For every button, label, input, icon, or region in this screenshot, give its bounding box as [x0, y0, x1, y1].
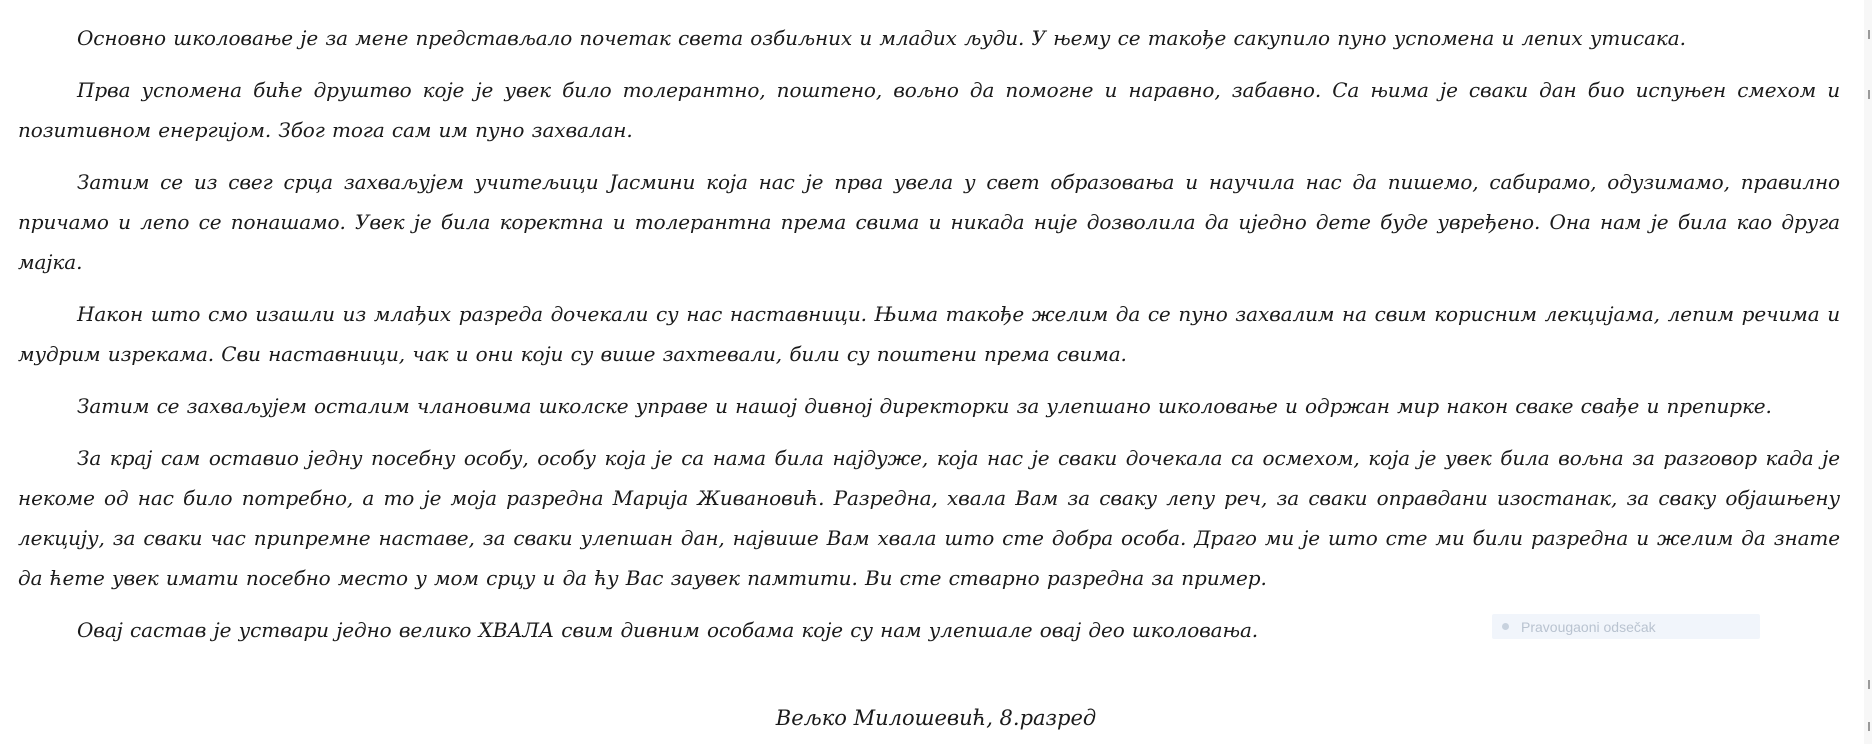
paragraph-7: Овај састав је уствари једно велико ХВАЛА свим дивним особама које су нам улепшале овај део школовања.	[77, 618, 1259, 642]
paragraph-5: Затим се захваљујем осталим члановима школске управе и нашој дивној директорки за улепшано школовање и одржан мир након сваке свађе и препирке.	[77, 394, 1772, 418]
scroll-tick-mark	[1868, 90, 1870, 99]
rectangular-snip-tooltip[interactable]	[1492, 614, 1760, 639]
scroll-tick-mark	[1868, 680, 1870, 689]
radio-dot-icon	[1502, 623, 1509, 630]
author-signature: Вељко Милошевић, 8.разред	[775, 706, 1097, 730]
paragraph-4: Након што смо изашли из млађих разреда дочекали су нас наставници. Њима такође желим да се пуно захвалим на свим корисним лекцијама, лепим речима и мудрим изрекама. Сви наставници, чак и они који су више захтевали, били су поштени према свима.	[18, 302, 1840, 366]
document-body	[18, 18, 1840, 662]
paragraph-3: Затим се из свег срца захваљујем учитељици Јасмини која нас је прва увела у свет образовања и научила нас да пишемо, сабирамо, одузимамо, правилно причамо и лепо се понашамо. Увек је била коректна и толерантна према свима и никада није дозволила да иједно дете буде увређено. Она нам је била као друга мајка.	[18, 170, 1840, 274]
scroll-tick-mark	[1868, 722, 1870, 731]
tooltip-label: Pravougaoni odsečak	[1521, 618, 1656, 635]
paragraph-2: Прва успомена биће друштво које је увек било толерантно, поштено, вољно да помогне и наравно, забавно. Са њима је сваки дан био испуњен смехом и позитивном енергијом. Због тога сам им пуно захвалан.	[18, 78, 1840, 142]
vertical-scrollbar[interactable]	[1864, 0, 1872, 744]
paragraph-1: Основно школовање је за мене представљало почетак света озбиљних и младих људи. У њему се такође сакупило пуно успомена и лепих утисака.	[77, 26, 1686, 50]
paragraph-6: За крај сам оставио једну посебну особу, особу која је са нама била најдуже, која нас је сваки дочекала са осмехом, која је увек била вољна за разговор када је некоме од нас било потребно, а то је моја разредна Марија Живановић. Разредна, хвала Вам за сваку лепу реч, за сваки оправдани изостанак, за сваку објашњену лекцију, за сваки час припремне наставе, за сваки улепшан дан, највише Вам хвала што сте добра особа. Драго ми је што сте ми били разредна и желим да знате да ћете увек имати посебно место у мом срцу и да ћу Вас заувек памтити. Ви сте стварно разредна за пример.	[18, 446, 1840, 590]
scroll-tick-mark	[1868, 30, 1870, 39]
